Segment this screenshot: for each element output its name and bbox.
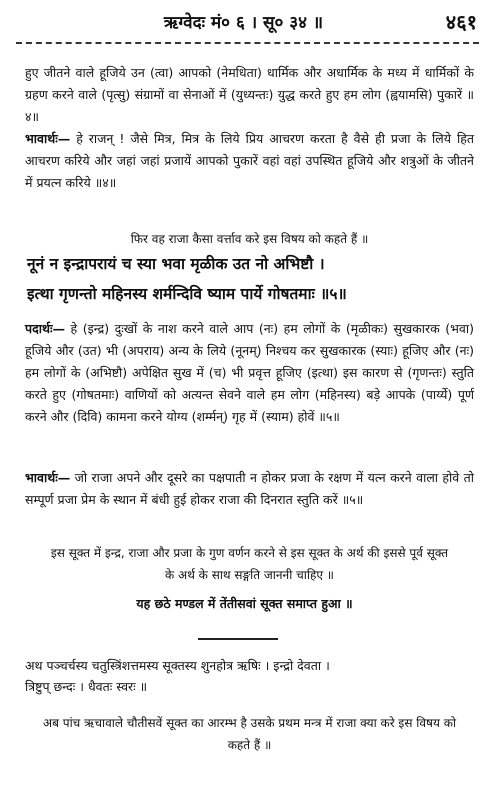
intro-line: फिर वह राजा कैसा वर्त्ताव करे इस विषय को कहते हैं ॥ (130, 232, 369, 246)
summary: इस सूक्त में इन्द्र, राजा और प्रजा के गुण वर्णन करने से इस सूक्त के अर्थ की इससे पूर्व सूक्त के अर्थ के साथ सङ्गति जाननी चाहिए ॥ (50, 546, 449, 582)
bhavarth-label: भावार्थः— (25, 131, 71, 146)
running-title: ऋग्वेदः मं० ६ । सू० ३४ ॥ (163, 13, 324, 33)
bhavarth-text: जो राजा अपने और दूसरे का पक्षपाती न होकर प्रजा के रक्षण में यत्न करने वाला होवे तो सम्पूर्ण प्रजा प्रेम के स्थान में बंधी हुई होकर राजा की दिनरात स्तुति करें ॥५॥ (25, 470, 474, 507)
mantra-line-2: इत्था गृणन्तो महिनस्य शर्मन्दिवि ष्याम पार्ये गोषतमाः ॥५॥ (27, 285, 347, 303)
padarth-label: पदार्थः— (25, 321, 65, 336)
anukramani (25, 655, 474, 697)
section-rule (198, 638, 278, 640)
mantra-line-1: नूनं न इन्द्रापरायं च स्या भवा मृळीक उत नो अभिष्टौ । (27, 255, 325, 273)
header-rule (16, 42, 479, 44)
sukta-end-note: यह छठे मण्डल में तेंतीसवां सूक्त समाप्त हुआ ॥ (136, 596, 353, 611)
bhavarth-text: हे राजन् ! जैसे मित्र, मित्र के लिये प्रिय आचरण करता है वैसे ही प्रजा के लिये हित आचरण करिये और जहां जहां प्रजायें आपको पुकारें वहां वहां उपस्थित हूजिये और शत्रुओं के जीतने में प्रयत्न करिये ॥४॥ (25, 131, 474, 190)
anukramani-line-1: अथ पञ्चर्चस्य चतुस्त्रिंशत्तमस्य सूक्तस्य शुनहोत्र ऋषिः । इन्द्रो देवता । (25, 658, 330, 673)
anukramani-line-2: त्रिष्टुप् छन्दः । धैवतः स्वरः ॥ (25, 679, 148, 694)
bhavarth-1 (25, 128, 474, 194)
next-sukta-intro: अब पांच ऋचावाले चौतीसवें सूक्त का आरम्भ है उसके प्रथम मन्त्र में राजा क्या करे इस विषय को कहते हैं ॥ (42, 716, 457, 752)
continuation-paragraph: हुए जीतने वाले हूजिये उन (त्वा) आपको (नेमधिता) धार्मिक और अधार्मिक के मध्य में धार्मिकों के ग्रहण करने वाले (पृत्सु) संग्रामों वा सेनाओं में (युध्यन्तः) युद्ध करते हुए हम लोग (ह्वयामसि) पुकारें ॥४॥ (25, 65, 474, 124)
padarth-text: हे (इन्द्र) दुःखों के नाश करने वाले आप (नः) हम लोगों के (मृळीकः) सुखकारक (भवा) हूजिये और (उत) भी (अपराय) अन्य के लिये (नूनम्) निश्चय कर सुखकारक (स्याः) हूजिए और (नः) हम लोगों के (अभिष्टौ) अपेक्षित सुख में (च) भी प्रवृत्त हूजिए (इत्था) इस कारण से (गृणन्तः) स्तुति करते हुए (गोषतमाः) वाणियों को अत्यन्त सेवने वाले हम लोग (महिनस्य) बड़े आपके (पार्य्ये) पूर्ण करने और (दिवि) कामना करने योग्य (शर्म्मन्) गृह में (स्याम) होवें ॥५॥ (25, 321, 474, 424)
bhavarth-2 (25, 467, 474, 511)
page-number: ४६१ (445, 10, 477, 34)
page-header (8, 8, 479, 36)
bhavarth-label: भावार्थः— (25, 470, 71, 485)
padarth (25, 318, 474, 428)
